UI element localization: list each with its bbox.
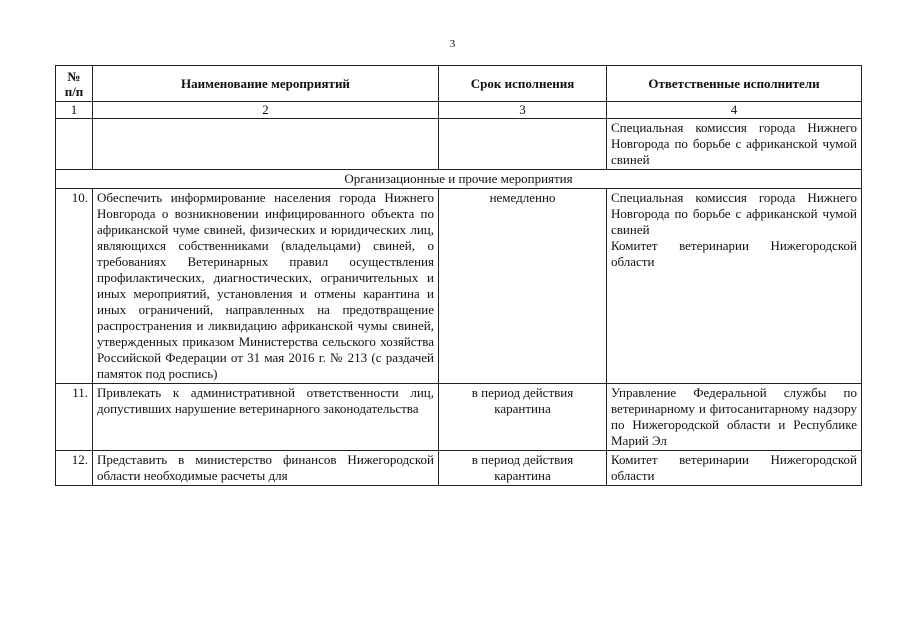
row-responsible	[607, 451, 862, 486]
table-row-continued	[56, 119, 862, 170]
row-name: Привлекать к административной ответственности лиц, допустивших нарушение ветеринарного законодательства	[93, 384, 439, 451]
column-numbers-row	[56, 102, 862, 119]
table-header-row	[56, 66, 862, 102]
row-name: Обеспечить информирование населения города Нижнего Новгорода о возникновении инфицированного объекта по африканской чуме свиней, физических и юридических лиц, являющихся собственниками (владельцами) свиней, о требованиях Ветеринарных правил осуществления профилактических, диагностических, ограничительных и иных мероприятий, установления и отмены карантина и иных ограничений, направленных на предотвращение распространения и ликвидацию африканской чумы свиней, утвержденных приказом Министерства сельского хозяйства Российской Федерации от 31 мая 2016 г. № 213 (с раздачей памяток под роспись)	[93, 189, 439, 384]
row-responsible: Специальная комиссия города Нижнего Новгорода по борьбе с африканской чумой свиней	[607, 119, 862, 170]
row-num: 12.	[56, 451, 93, 486]
table-row	[56, 189, 862, 384]
section-title: Организационные и прочие мероприятия	[56, 170, 862, 189]
row-num	[56, 119, 93, 170]
responsible-entry: Специальная комиссия города Нижнего Новгорода по борьбе с африканской чумой свиней	[611, 190, 857, 237]
responsible-entry: Управление Федеральной службы по ветеринарному и фитосанитарному надзору по Нижегородской области и Республике Марий Эл	[611, 385, 857, 448]
row-term: немедленно	[439, 189, 607, 384]
row-term: в период действия карантина	[439, 384, 607, 451]
row-term	[439, 119, 607, 170]
table-row	[56, 384, 862, 451]
header-num: № п/п	[56, 66, 93, 102]
page-number: 3	[449, 38, 456, 50]
section-row	[56, 170, 862, 189]
row-num: 11.	[56, 384, 93, 451]
row-num: 10.	[56, 189, 93, 384]
column-number: 3	[439, 102, 607, 119]
header-responsible: Ответственные исполнители	[607, 66, 862, 102]
responsible-entry: Комитет ветеринарии Нижегородской области	[611, 452, 857, 483]
table-row	[56, 451, 862, 486]
header-name: Наименование мероприятий	[93, 66, 439, 102]
row-responsible	[607, 384, 862, 451]
row-name	[93, 119, 439, 170]
column-number: 2	[93, 102, 439, 119]
header-term: Срок исполнения	[439, 66, 607, 102]
row-name: Представить в министерство финансов Нижегородской области необходимые расчеты для	[93, 451, 439, 486]
row-term: в период действия карантина	[439, 451, 607, 486]
column-number: 4	[607, 102, 862, 119]
responsible-entry: Комитет ветеринарии Нижегородской области	[611, 238, 857, 269]
column-number: 1	[56, 102, 93, 119]
measures-table	[55, 65, 862, 486]
row-responsible	[607, 189, 862, 384]
